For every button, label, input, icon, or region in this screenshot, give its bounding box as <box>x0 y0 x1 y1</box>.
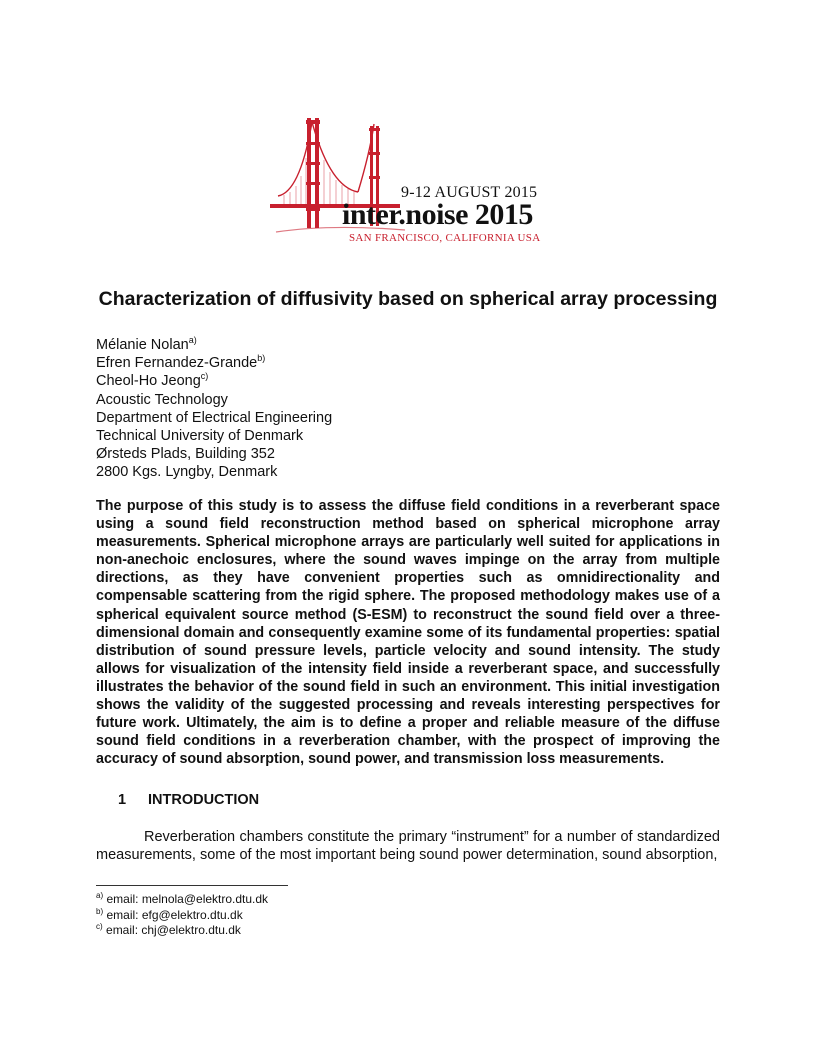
footnote-email: email: melnola@elektro.dtu.dk <box>106 892 269 906</box>
affiliation-line: Technical University of Denmark <box>96 428 304 445</box>
footnote-divider <box>96 885 288 886</box>
intro-paragraph: Reverberation chambers constitute the primary “instrument” for a number of standardized measurements, some of the most important being sound power determination, sound absorption, <box>96 829 720 864</box>
footnote-mark: b) <box>96 906 104 916</box>
footnote-mark: a) <box>188 335 197 345</box>
author-block <box>96 336 596 482</box>
footnotes <box>96 892 496 939</box>
author-name: Cheol-Ho Jeong$^{c)}$ <box>96 371 209 390</box>
footnote-mark: c) <box>96 922 103 931</box>
footnote <box>96 892 496 908</box>
section-number: 1 <box>118 792 127 808</box>
conference-location: SAN FRANCISCO, CALIFORNIA USA <box>349 232 541 244</box>
footnote-mark: a) <box>96 891 104 900</box>
footnote-mark: c) <box>200 371 209 382</box>
author-name: Efren Fernandez-Grande$^{b)}$ <box>96 353 266 372</box>
footnote-email: email: efg@elektro.dtu.dk <box>106 907 243 922</box>
footnote-mark: b) <box>257 353 266 364</box>
paper-title: Characterization of diffusivity based on spherical array processing <box>98 288 718 310</box>
footnote-email: email: chj@elektro.dtu.dk <box>106 923 241 937</box>
abstract: The purpose of this study is to assess the diffuse field conditions in a reverberant space using a sound field reconstruction method based on spherical microphone array measurements. Spherical microphone arrays are particularly well suited for applications in non-anechoic enclosures, where the sound waves impinge on the array from multiple directions, as they have convenient properties such as omnidirectionality and compensable scattering from the rigid sphere. The proposed methodology makes use of a spherical equivalent source method (S-ESM) to reconstruct the sound field over a three-dimensional domain and consequently examine some of its fundamental properties: spatial distribution of sound pressure levels, particle velocity and sound intensity. The study allows for visualization of the intensity field inside a reverberant space, and successfully illustrates the behavior of the sound field in such an environment. This initial investigation shows the validity of the suggested processing and reveals interesting perspectives for future work. Ultimately, the aim is to define a proper and reliable measure of the diffuse sound field conditions in a reverberation chamber, with the prospect of improving the accuracy of sound absorption, sound power, and transmission loss measurements. <box>96 498 720 768</box>
author-name: Mélanie Nolan$^{a)}$ <box>96 335 197 353</box>
footnote <box>96 923 496 939</box>
conference-logo <box>270 112 550 252</box>
footnote <box>96 908 496 924</box>
section-heading <box>118 792 259 808</box>
affiliation-line: Ørsteds Plads, Building 352 <box>96 446 275 463</box>
section-title: INTRODUCTION <box>148 792 260 808</box>
affiliation-line: 2800 Kgs. Lyngby, Denmark <box>96 464 278 481</box>
affiliation-line: Department of Electrical Engineering <box>96 409 333 426</box>
conference-name: inter.noise 2015 <box>342 198 533 231</box>
conference-dates: 9-12 AUGUST 2015 <box>401 184 538 201</box>
affiliation-line: Acoustic Technology <box>96 391 228 408</box>
